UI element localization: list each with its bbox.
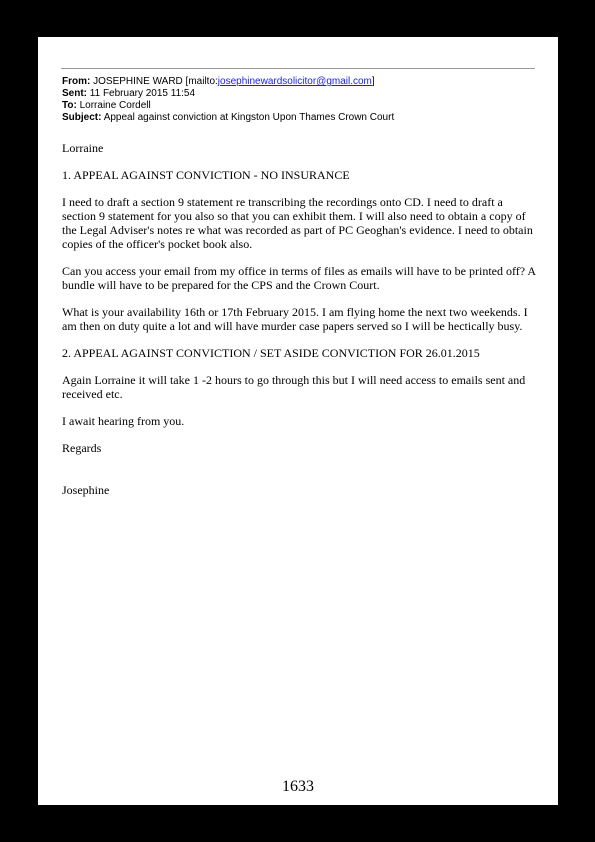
subject-line — [62, 112, 532, 124]
subject-value: Appeal against conviction at Kingston Upon Thames Crown Court — [103, 112, 395, 123]
header-divider — [61, 68, 535, 69]
section-heading-2: 2. APPEAL AGAINST CONVICTION / SET ASIDE CONVICTION FOR 26.01.2015 — [62, 346, 480, 360]
salutation: Lorraine — [62, 141, 104, 155]
page-number: 1633 — [282, 778, 314, 795]
paragraph-4: Again Lorraine it will take 1 -2 hours to go through this but I will need access to emails sent and received etc. — [62, 373, 526, 401]
paragraph-3: What is your availability 16th or 17th February 2015. I am flying home the next two weekends. I am then on duty quite a lot and will have murder case papers served so I will be hectically busy. — [62, 305, 528, 333]
paragraph-1: I need to draft a section 9 statement re transcribing the recordings onto CD. I need to draft a section 9 statement for you also so that you can exhibit them. I will also need to obtain a copy of the Legal Adviser's notes re what was recorded as part of PC Geoghan's evidence. I need to obtain copies of the officer's pocket book also. — [62, 195, 533, 251]
email-body — [62, 141, 538, 510]
sent-value: 11 February 2015 11:54 — [89, 88, 196, 99]
to-label: To: — [62, 100, 77, 111]
sent-label: Sent: — [62, 88, 87, 99]
to-value: Lorraine Cordell — [79, 100, 151, 111]
section-heading-1: 1. APPEAL AGAINST CONVICTION - NO INSURANCE — [62, 168, 350, 182]
email-header — [62, 76, 532, 124]
from-label: From: — [62, 76, 91, 87]
document-page — [38, 37, 558, 805]
subject-label: Subject: — [62, 112, 102, 123]
mailto-prefix: [mailto: — [185, 76, 218, 87]
closing: Regards — [62, 441, 102, 455]
from-line — [62, 76, 532, 88]
signature: Josephine — [62, 483, 110, 497]
mailto-suffix: ] — [371, 76, 375, 87]
sent-line — [62, 88, 532, 100]
from-name: JOSEPHINE WARD — [93, 76, 183, 87]
paragraph-5: I await hearing from you. — [62, 414, 185, 428]
from-email-link[interactable]: josephinewardsolicitor@gmail.com — [217, 76, 372, 87]
to-line — [62, 100, 532, 112]
paragraph-2: Can you access your email from my office in terms of files as emails will have to be printed off? A bundle will have to be prepared for the CPS and the Crown Court. — [62, 264, 536, 292]
